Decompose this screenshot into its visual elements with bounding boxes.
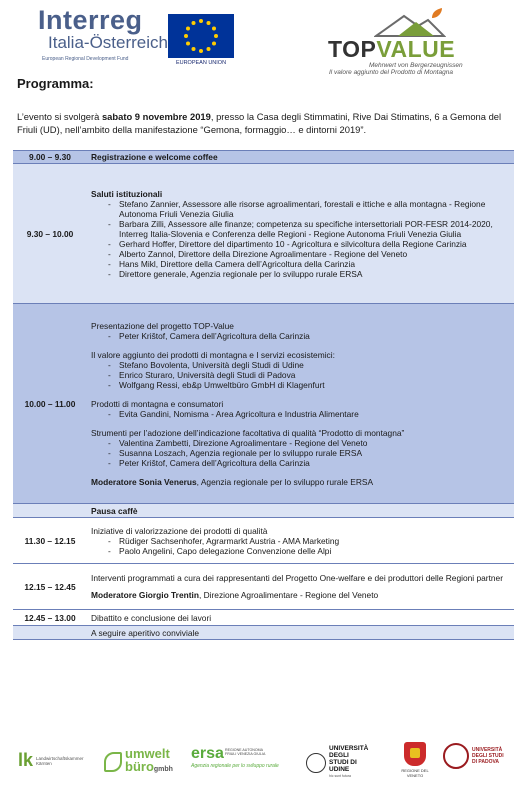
table-row	[13, 304, 514, 504]
interreg-logo	[38, 6, 168, 62]
speaker: Susanna Loszach, Agenzia regionale per lo sviluppo rurale ERSA	[119, 447, 363, 458]
uniud-seal-icon	[306, 753, 326, 773]
partner-logos	[0, 735, 529, 790]
list-item: - Susanna Loszach, Agenzia regionale per lo sviluppo rurale ERSA	[108, 447, 363, 458]
topvalue-name-b: VALUE	[376, 36, 456, 62]
unipd-text: UNIVERSITÀ DEGLI STUDI DI PADOVA	[472, 747, 504, 765]
session-subtitle: Il valore aggiunto dei prodotti di montagna e I servizi ecosistemici:	[91, 349, 335, 360]
intro-before: L’evento si svolgerà	[17, 111, 102, 122]
buero-word	[125, 760, 173, 776]
list-item: - Valentina Zambetti, Direzione Agroalimentare - Regione del Veneto	[108, 437, 368, 448]
session-subtitle: Dibattito e conclusione dei lavori	[91, 612, 212, 623]
speaker: Enrico Sturaro, Università degli Studi di Padova	[119, 369, 296, 380]
speaker: Valentina Zambetti, Direzione Agroalimentare - Regione del Veneto	[119, 437, 368, 448]
veneto-logo	[395, 742, 435, 778]
uniud-text	[329, 745, 369, 780]
session-cell	[87, 504, 514, 518]
interreg-name: Interreg	[38, 5, 143, 35]
topvalue-tagline-de: Mehrwert von Bergerzeugnissen	[369, 62, 463, 69]
unipd-seal-icon	[443, 743, 469, 769]
time-cell: 9.00 – 9.30	[13, 151, 87, 164]
time-cell: 9.30 – 10.00	[13, 164, 87, 304]
speaker: Gerhard Hoffer, Direttore del dipartimento 10 - Agricoltura e silvicoltura della Regione Carinzia	[119, 238, 467, 249]
buero-text: büro	[125, 759, 154, 774]
time-cell	[13, 626, 87, 640]
speaker: Rüdiger Sachsenhofer, Agrarmarkt Austria - AMA Marketing	[119, 535, 340, 546]
lk-mark: lk	[18, 750, 34, 770]
eu-logo	[168, 14, 234, 66]
ersa-subtitle: Agenzia regionale per lo sviluppo rurale	[191, 763, 279, 769]
uniud-logo	[306, 745, 369, 780]
session-subtitle: A seguire aperitivo conviviale	[91, 627, 200, 638]
list-item: - Stefano Zannier, Assessore alle risorse agroalimentari, forestali e ittiche e alla montagna - Regione Autonoma Friuli Venezia Giulia	[108, 198, 486, 219]
session-cell	[87, 626, 514, 640]
speaker: Peter Krištof, Camera dell’Agricoltura della Carinzia	[119, 330, 310, 341]
moderator-name: Moderatore Giorgio Trentin	[91, 590, 199, 600]
session-title: Pausa caffè	[91, 505, 138, 516]
table-row	[13, 564, 514, 610]
interreg-subtitle: Italia-Österreich	[48, 33, 168, 52]
session-subtitle: Iniziative di valorizzazione dei prodotti di qualità	[91, 525, 268, 536]
topvalue-name-a: TOP	[328, 36, 377, 62]
session-subtitle: Interventi programmati a cura dei rappresentanti del Progetto One-welfare e dei produttori delle Regioni partner	[91, 573, 503, 583]
moderator-line	[91, 477, 510, 487]
moderator-name: Moderatore Sonia Venerus	[91, 476, 197, 487]
lk-logo	[18, 750, 84, 771]
speaker: Wolfgang Ressi, eb&p Umweltbüro GmbH di Klagenfurt	[119, 379, 325, 390]
session-cell	[87, 304, 514, 504]
session-cell	[87, 164, 514, 304]
list-item: - Alberto Zannol, Direttore della Direzione Agroalimentare - Regione del Veneto	[108, 248, 408, 259]
topvalue-tagline-it: Il valore aggiunto del Prodotto di Montagna	[329, 69, 453, 76]
list-item: - Peter Krištof, Camera dell’Agricoltura della Carinzia	[108, 330, 310, 341]
gmbh-text: gmbh	[153, 766, 173, 773]
speaker: Hans Mikl, Direttore della Camera dell’Agricoltura della Carinzia	[119, 258, 355, 269]
veneto-text: REGIONE DEL VENETO	[401, 768, 429, 778]
uniud-name: UNIVERSITÀ DEGLI STUDI DI UDINE	[329, 745, 369, 773]
session-cell	[87, 151, 514, 164]
list-item: - Wolfgang Ressi, eb&p Umweltbüro GmbH di Klagenfurt	[108, 379, 325, 390]
table-row	[13, 151, 514, 164]
list-item: - Rüdiger Sachsenhofer, Agrarmarkt Austria - AMA Marketing	[108, 535, 340, 546]
session-subtitle: Strumenti per l’adozione dell’indicazione facoltativa di qualità “Prodotto di montagna”	[91, 427, 405, 438]
list-item: - Stefano Bovolenta, Università degli Studi di Udine	[108, 359, 304, 370]
speaker: Stefano Zannier, Assessore alle risorse agroalimentari, forestali e ittiche e alla montagna - Regione Autonoma Friuli Venezia Giulia	[119, 198, 486, 219]
table-row	[13, 164, 514, 304]
lk-text: Landwirtschaftskammer Kärnten	[36, 755, 84, 766]
list-item: - Barbara Zilli, Assessore alle finanze; competenza su specifiche intersettoriali POR-FESR 2014-2020, Interreg Italia-Slovenia e Conferenza delle Regioni - Regione Autonoma Friuli Venezia Giulia	[108, 218, 493, 239]
table-row	[13, 504, 514, 518]
speaker: Peter Krištof, Camera dell’Agricoltura della Carinzia	[119, 457, 310, 468]
session-subtitle: Prodotti di montagna e consumatori	[91, 398, 224, 409]
topvalue-name	[328, 36, 455, 63]
ersa-logo	[191, 745, 279, 769]
intro-date: sabato 9 novembre 2019	[101, 111, 211, 122]
table-row	[13, 610, 514, 626]
ersa-mark: ersa	[191, 745, 224, 762]
speaker: Barbara Zilli, Assessore alle finanze; competenza su specifiche intersettoriali POR-FESR 2014-2020, Interreg Italia-Slovenia e Conferenza delle Regioni - Regione Autonoma Friuli Venezia Giulia	[119, 218, 493, 239]
uniud-motto: hic sunt futura	[329, 774, 351, 778]
session-cell	[87, 564, 514, 610]
umwelt-word: umwelt	[125, 746, 170, 761]
moderator-affiliation: , Direzione Agroalimentare - Regione del Veneto	[198, 590, 379, 600]
page-title: Programma:	[17, 76, 94, 91]
table-row	[13, 626, 514, 640]
mountain-leaf-icon	[374, 8, 446, 38]
session-title: Registrazione e welcome coffee	[91, 152, 218, 162]
session-cell	[87, 518, 514, 564]
interreg-fund: European Regional Development Fund	[42, 56, 129, 62]
moderator-line	[91, 590, 510, 600]
eu-stars-icon	[181, 16, 221, 56]
time-cell: 11.30 – 12.15	[13, 518, 87, 564]
program-table	[13, 150, 514, 640]
time-cell: 10.00 – 11.00	[13, 304, 87, 504]
veneto-crest-icon	[404, 742, 426, 766]
speaker: Evita Gandini, Nomisma - Area Agricoltura e Industria Alimentare	[119, 408, 359, 419]
speaker: Stefano Bovolenta, Università degli Studi di Udine	[119, 359, 304, 370]
list-item: - Paolo Angelini, Capo delegazione Convenzione delle Alpi	[108, 545, 332, 556]
time-cell	[13, 504, 87, 518]
speaker: Direttore generale, Agenzia regionale per lo sviluppo rurale ERSA	[119, 268, 363, 279]
umweltbuero-logo	[104, 747, 173, 776]
leaf-icon	[104, 752, 122, 772]
list-item: - Evita Gandini, Nomisma - Area Agricoltura e Industria Alimentare	[108, 408, 359, 419]
table-row	[13, 518, 514, 564]
session-title: Saluti istituzionali	[91, 188, 163, 199]
session-subtitle: Presentazione del progetto TOP-Value	[91, 320, 234, 331]
ersa-region-text: REGIONE AUTONOMA FRIULI VENEZIA GIULIA	[225, 748, 266, 757]
list-item: - Direttore generale, Agenzia regionale per lo sviluppo rurale ERSA	[108, 268, 363, 279]
intro-after: , presso la Casa degli Stimmatini, Rive Dai Stimatins, 6 a Gemona del Friuli (UD), nell’ambito della manifestazione “Gemona, formaggio… e dintorni 2019”.	[17, 111, 502, 135]
speaker: Paolo Angelini, Capo delegazione Convenzione delle Alpi	[119, 545, 332, 556]
intro-paragraph	[17, 110, 505, 136]
list-item: - Enrico Sturaro, Università degli Studi di Padova	[108, 369, 296, 380]
session-cell	[87, 610, 514, 626]
page-header	[0, 0, 529, 80]
moderator-affiliation: , Agenzia regionale per lo sviluppo rurale ERSA	[196, 476, 374, 487]
unipd-logo	[443, 743, 510, 769]
speaker: Alberto Zannol, Direttore della Direzione Agroalimentare - Regione del Veneto	[119, 248, 408, 259]
eu-caption: EUROPEAN UNION	[175, 60, 227, 66]
list-item: - Gerhard Hoffer, Direttore del dipartimento 10 - Agricoltura e silvicoltura della Regione Carinzia	[108, 238, 467, 249]
eu-flag-icon	[168, 14, 234, 58]
time-cell: 12.45 – 13.00	[13, 610, 87, 626]
list-item: - Hans Mikl, Direttore della Camera dell’Agricoltura della Carinzia	[108, 258, 355, 269]
list-item: - Peter Krištof, Camera dell’Agricoltura della Carinzia	[108, 457, 310, 468]
time-cell: 12.15 – 12.45	[13, 564, 87, 610]
